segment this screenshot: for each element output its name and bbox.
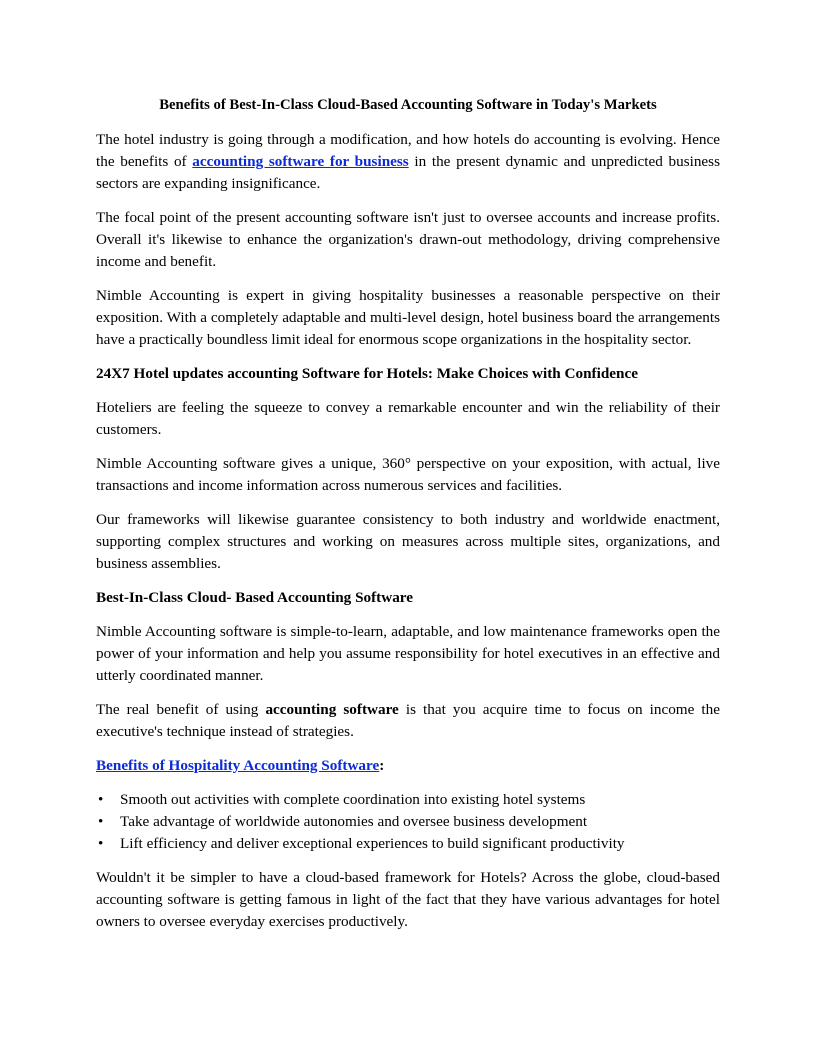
accounting-software-bold: accounting software [265, 701, 399, 718]
heading-colon: : [379, 757, 385, 774]
paragraph-intro-text-end: in the present dynamic and unpredicted business sectors are expanding insignificance. [96, 153, 720, 192]
list-item [96, 789, 720, 811]
section-heading-hospitality-benefits [96, 755, 720, 777]
list-item [96, 833, 720, 855]
list-item-text: Take advantage of worldwide autonomies and oversee business development [120, 813, 588, 830]
bullet-icon: • [98, 835, 104, 852]
paragraph-intro [96, 129, 720, 195]
paragraph-hoteliers: Hoteliers are feeling the squeeze to convey a remarkable encounter and win the reliability of their customers. [96, 399, 720, 438]
benefits-list [96, 789, 720, 855]
paragraph-real-benefit-text-end: is that you acquire time to focus on income the executive's technique instead of strategies. [96, 701, 720, 740]
bullet-icon: • [98, 791, 104, 808]
list-item-text: Smooth out activities with complete coordination into existing hotel systems [120, 791, 586, 808]
paragraph-cloud-based: Wouldn't it be simpler to have a cloud-based framework for Hotels? Across the globe, cloud-based accounting software is getting famous in light of the fact that they have various advantages for hotel owners to oversee everyday exercises productively. [96, 869, 720, 930]
paragraph-focal-point: The focal point of the present accounting software isn't just to oversee accounts and increase profits. Overall it's likewise to enhance the organization's drawn-out methodology, driving comprehensive income and benefit. [96, 209, 720, 270]
paragraph-real-benefit-text-start: The real benefit of using [96, 701, 266, 718]
list-item [96, 811, 720, 833]
paragraph-simple-to-learn: Nimble Accounting software is simple-to-learn, adaptable, and low maintenance frameworks open the power of your information and help you assume responsibility for hotel executives in an effective and utterly coordinated manner. [96, 623, 720, 684]
benefits-of-hospitality-accounting-software-link[interactable]: Benefits of Hospitality Accounting Software [96, 757, 380, 774]
paragraph-360-perspective: Nimble Accounting software gives a unique, 360° perspective on your exposition, with actual, live transactions and income information across numerous services and facilities. [96, 455, 720, 494]
document-title: Benefits of Best-In-Class Cloud-Based Accounting Software in Today's Markets [159, 97, 657, 113]
section-heading-hotel-updates: 24X7 Hotel updates accounting Software for Hotels: Make Choices with Confidence [96, 365, 638, 382]
bullet-icon: • [98, 813, 104, 830]
accounting-software-for-business-link[interactable]: accounting software for business [192, 153, 409, 170]
list-item-text: Lift efficiency and deliver exceptional experiences to build significant productivity [120, 835, 625, 852]
paragraph-real-benefit [96, 699, 720, 743]
section-heading-best-in-class: Best-In-Class Cloud- Based Accounting Software [96, 589, 413, 606]
paragraph-intro-text-start: The hotel industry is going through a modification, and how hotels do accounting is evolving. Hence the benefits of [96, 131, 720, 170]
paragraph-nimble-expert: Nimble Accounting is expert in giving hospitality businesses a reasonable perspective on their exposition. With a completely adaptable and multi-level design, hotel business board the arrangements have a practically boundless limit ideal for enormous scope organizations in the hospitality sector. [96, 287, 720, 348]
paragraph-frameworks: Our frameworks will likewise guarantee consistency to both industry and worldwide enactment, supporting complex structures and working on measures across multiple sites, organizations, and business assemblies. [96, 511, 720, 572]
